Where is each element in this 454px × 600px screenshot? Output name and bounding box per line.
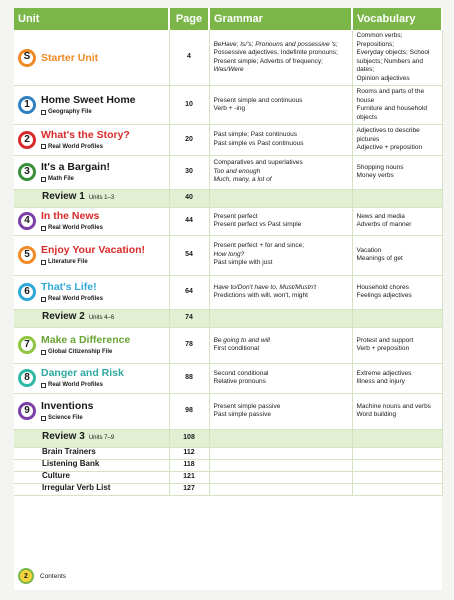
vocabulary-line: Machine nouns and verbs [356,402,431,410]
grammar-line: Too and enough [213,167,261,175]
appendix-label: Irregular Verb List [42,483,111,493]
page-number: 118 [169,459,209,471]
empty-cell [209,483,352,495]
unit-row [14,327,442,363]
empty-cell [352,447,442,459]
unit-cell [14,155,169,189]
vocabulary-cell [352,30,442,86]
page-number: 30 [169,155,209,189]
unit-row [14,235,442,275]
vocabulary-line: Vacation [356,246,382,254]
unit-row [14,275,442,309]
unit-number-badge: 3 [18,163,36,181]
unit-header: Unit [14,8,169,30]
appendix-row [14,447,442,459]
review-row [14,429,442,447]
unit-title: Make a Difference [41,333,131,346]
grammar-cell [209,125,352,156]
vocabulary-cell [352,363,442,393]
page-number: 10 [169,86,209,125]
checkbox-icon [41,144,46,149]
grammar-line: Verb + -ing [213,105,246,112]
vocabulary-line: Verb + preposition [356,345,410,352]
page-number: 127 [169,483,209,495]
grammar-line: Past simple vs Past continuous [213,139,304,147]
unit-title: What's the Story? [41,128,130,141]
grammar-cell [209,207,352,235]
review-label: Review 1 [42,191,85,203]
checkbox-icon [41,350,46,355]
unit-row [14,30,442,86]
unit-number-badge: 8 [18,369,36,387]
vocabulary-cell [352,327,442,363]
vocabulary-line: Word building [356,411,397,418]
page-number: 112 [169,447,209,459]
unit-file-label [41,143,130,152]
unit-cell [14,275,169,309]
grammar-line: Have to/Don't have to, Must/Mustn't [213,283,317,291]
vocabulary-line: Shopping nouns [356,163,404,171]
unit-cell [14,125,169,156]
checkbox-icon [41,177,46,182]
appendix-cell [14,471,169,483]
vocabulary-line: Adjectives to describe pictures [356,127,420,143]
vocabulary-cell [352,86,442,125]
empty-cell [209,189,352,207]
grammar-cell [209,235,352,275]
unit-title: Starter Unit [41,51,99,64]
review-units: Units 1–3 [88,195,115,202]
file-name: Real World Profiles [48,143,103,150]
unit-number-badge: 6 [18,283,36,301]
unit-row [14,393,442,429]
vocabulary-line: Adverbs of manner [356,221,412,228]
grammar-cell [209,86,352,125]
unit-cell [14,363,169,393]
grammar-line: Much, many, a lot of [213,176,272,184]
checkbox-icon [41,383,46,388]
unit-cell [14,30,169,86]
empty-cell [209,429,352,447]
page-footer [18,568,66,584]
appendix-label: Listening Bank [42,459,100,469]
page-number: 88 [169,363,209,393]
page-number: 74 [169,309,209,327]
vocabulary-line: subjects; Numbers and dates; [356,57,423,73]
grammar-header: Grammar [209,8,352,30]
unit-cell [14,327,169,363]
empty-cell [209,471,352,483]
unit-number-badge: 9 [18,402,36,420]
empty-cell [352,471,442,483]
table-body [14,30,442,495]
unit-row [14,125,442,156]
file-name: Real World Profiles [48,224,103,231]
grammar-line: Was/Were [213,66,244,73]
unit-title: It's a Bargain! [41,160,111,173]
grammar-cell [209,155,352,189]
vocabulary-line: objects [356,113,378,121]
appendix-cell [14,483,169,495]
grammar-line: Past simple passive [213,411,271,418]
vocabulary-header: Vocabulary [352,8,442,30]
unit-row [14,155,442,189]
appendix-row [14,483,442,495]
file-name: Literature File [48,258,88,265]
unit-number-badge: S [18,49,36,67]
page-header: Page [169,8,209,30]
vocabulary-line: Extreme adjectives [356,369,412,377]
checkbox-icon [41,226,46,231]
grammar-line: Present perfect [213,212,258,220]
review-units: Units 4–6 [88,315,115,322]
appendix-row [14,459,442,471]
file-name: Science File [48,414,83,421]
review-units: Units 7–9 [88,435,115,442]
grammar-line: Relative pronouns [213,378,266,385]
review-cell [14,309,169,327]
vocabulary-cell [352,275,442,309]
vocabulary-line: Protest and support [356,336,414,344]
page-number: 20 [169,125,209,156]
vocabulary-line: Everyday objects; School [356,49,430,56]
grammar-cell [209,30,352,86]
vocabulary-line: News and media [356,212,405,220]
unit-number-badge: 2 [18,131,36,149]
unit-number-badge: 4 [18,212,36,230]
grammar-line: BeHave; Is/'s; Pronouns and possessive 's; [213,40,338,48]
vocabulary-line: Meanings of get [356,255,403,262]
page-number: 40 [169,189,209,207]
review-cell [14,429,169,447]
grammar-line: How long? [213,250,245,258]
grammar-line: First conditional [213,345,260,352]
page-number: 121 [169,471,209,483]
grammar-line: Present simple and continuous [213,96,303,104]
vocabulary-cell [352,393,442,429]
review-row [14,189,442,207]
unit-file-label [41,295,103,304]
grammar-line: Possessive adjectives, Indefinite pronouns; [213,49,338,56]
file-name: Geography File [48,108,92,115]
unit-title: Home Sweet Home [41,93,136,106]
grammar-line: Comparatives and superlatives [213,159,303,167]
empty-cell [209,309,352,327]
empty-cell [352,429,442,447]
review-cell [14,189,169,207]
unit-cell [14,393,169,429]
unit-number-badge: 7 [18,336,36,354]
grammar-line: Present simple; Adverbs of frequency; [213,57,323,65]
grammar-line: Second conditional [213,369,269,377]
page-number-badge: 2 [18,568,34,584]
grammar-cell [209,275,352,309]
vocabulary-cell [352,235,442,275]
grammar-cell [209,363,352,393]
empty-cell [352,189,442,207]
grammar-line: Present simple passive [213,402,281,410]
appendix-cell [14,447,169,459]
unit-file-label [41,348,130,357]
page-number: 98 [169,393,209,429]
unit-title: Danger and Risk [41,366,124,379]
unit-file-label [41,108,136,117]
page-number: 54 [169,235,209,275]
grammar-line: Present perfect + for and since; [213,242,305,250]
unit-row [14,86,442,125]
unit-file-label [41,381,124,390]
appendix-cell [14,459,169,471]
table-header [14,8,442,30]
appendix-label: Culture [42,471,70,481]
file-name: Math File [48,175,75,182]
page-number: 108 [169,429,209,447]
checkbox-icon [41,416,46,421]
checkbox-icon [41,260,46,265]
empty-cell [209,459,352,471]
page-number: 64 [169,275,209,309]
unit-title: That's Life! [41,280,97,293]
file-name: Real World Profiles [48,295,103,302]
empty-cell [209,447,352,459]
grammar-line: Past simple; Past continuous [213,131,297,139]
unit-cell [14,235,169,275]
vocabulary-cell [352,155,442,189]
page-number: 4 [169,30,209,86]
vocabulary-line: Money verbs [356,172,394,179]
vocabulary-line: Rooms and parts of the house [356,88,425,104]
grammar-line: Be going to and will [213,336,270,344]
unit-row [14,363,442,393]
unit-cell [14,207,169,235]
unit-title: Enjoy Your Vacation! [41,243,146,256]
vocabulary-line: Furniture and household [356,105,427,112]
appendix-row [14,471,442,483]
checkbox-icon [41,110,46,115]
review-label: Review 3 [42,431,85,443]
contents-table [14,8,443,496]
review-row [14,309,442,327]
vocabulary-cell [352,125,442,156]
empty-cell [352,309,442,327]
unit-file-label [41,175,110,184]
footer-label: Contents [40,572,67,580]
vocabulary-line: Adjective + preposition [356,144,423,151]
grammar-line: Present perfect vs Past simple [213,221,302,228]
unit-file-label [41,258,145,267]
unit-number-badge: 1 [18,96,36,114]
vocabulary-line: Illness and injury [356,378,405,385]
vocabulary-line: Household chores [356,283,409,291]
file-name: Global Citizenship File [48,348,113,355]
unit-number-badge: 5 [18,246,36,264]
empty-cell [352,483,442,495]
unit-file-label [41,224,103,233]
vocabulary-cell [352,207,442,235]
empty-cell [352,459,442,471]
grammar-line: Predictions with will, won't, might [213,292,308,299]
review-label: Review 2 [42,311,85,323]
vocabulary-line: Opinion adjectives [356,74,410,82]
contents-page [14,8,442,590]
checkbox-icon [41,297,46,302]
page-number: 44 [169,207,209,235]
unit-cell [14,86,169,125]
unit-file-label [41,414,94,423]
unit-title: Inventions [41,399,94,412]
unit-title: In the News [41,209,100,222]
file-name: Real World Profiles [48,381,103,388]
grammar-cell [209,393,352,429]
appendix-label: Brain Trainers [42,447,96,457]
grammar-line: Past simple with just [213,259,273,267]
vocabulary-line: Common verbs; Prepositions; [356,32,403,48]
grammar-cell [209,327,352,363]
unit-row [14,207,442,235]
vocabulary-line: Feelings adjectives [356,292,412,299]
page-number: 78 [169,327,209,363]
